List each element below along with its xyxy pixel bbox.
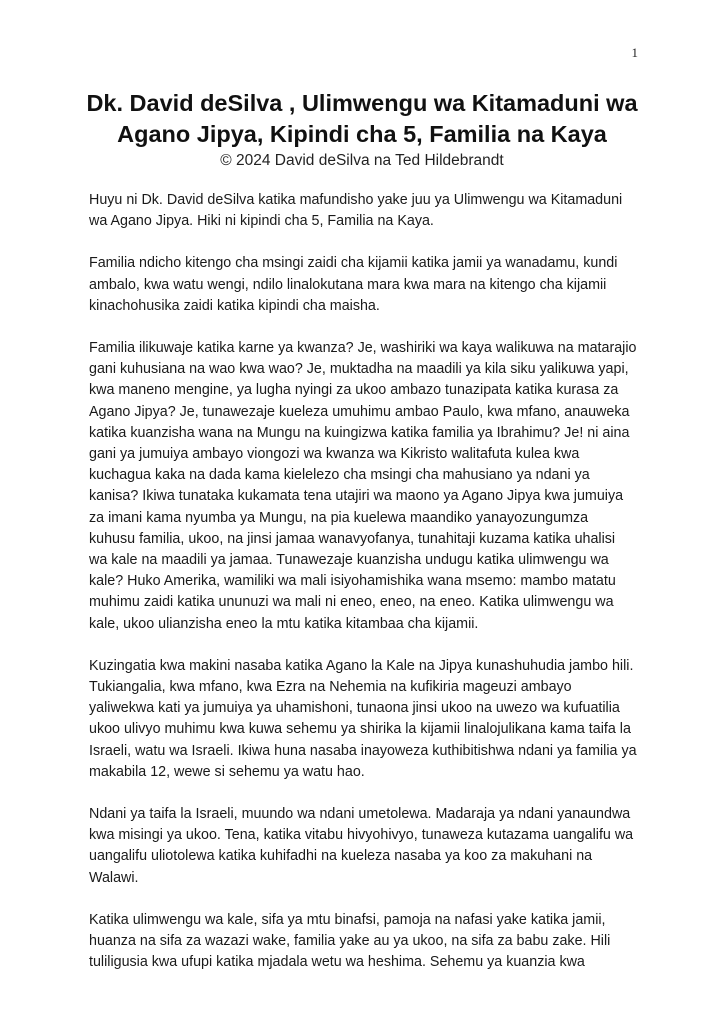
paragraph-3: Familia ilikuwaje katika karne ya kwanza? Je, washiriki wa kaya walikuwa na matarajio gani kuhusiana na wao kwa wao? Je, muktadha na maadili ya kila siku yalikuwa yapi, kwa maneno mengine, ya lugha nyingi za ukoo ambazo tunazipata katika kurasa za Agano Jipya? Je, tunawezaje kueleza umuhimu ambao Paulo, kwa mfano, anauweka katika kuanzisha wana na Mungu na kuingizwa katika familia ya Ibrahimu? Je! ni aina gani ya jumuiya ambayo viongozi wa kwanza wa Kikristo walitafuta kulea kwa kuchagua kaka na dada kama kielelezo cha msingi cha mahusiano ya ndani ya kanisa? Ikiwa tunataka kukamata tena utajiri wa maono ya Agano Jipya kwa jumuiya za imani kama nyumba ya Mungu, na pia kuelewa maandiko yanayozungumza kuhusu familia, ukoo, na jinsi jamaa wanavyofanya, tunahitaji kuzama katika uhalisi wa kale na maadili ya jamaa. Tunawezaje kuanzisha undugu katika ulimwengu wa kale? Huko Amerika, wamiliki wa mali isiyohamishika wana msemo: mambo matatu muhimu zaidi katika ununuzi wa mali ni eneo, eneo, na eneo. Katika ulimwengu wa kale, ukoo ulianzisha eneo la mtu katika kitambaa cha kijamii. xyxy=(89,340,637,632)
page-number: 1 xyxy=(631,45,638,60)
paragraph-1: Huyu ni Dk. David deSilva katika mafundisho yake juu ya Ulimwengu wa Kitamaduni wa Agano Jipya. Hiki ni kipindi cha 5, Familia na Kaya. xyxy=(89,192,623,230)
paragraph-6: Katika ulimwengu wa kale, sifa ya mtu binafsi, pamoja na nafasi yake katika jamii, huanza na sifa za wazazi wake, familia yake au ya ukoo, na sifa za babu zake. Hili tuliligusia kwa ufupi katika mjadala wetu wa heshima. Sehemu ya kuanzia kwa xyxy=(89,911,611,971)
paragraph-4: Kuzingatia kwa makini nasaba katika Agano la Kale na Jipya kunashuhudia jambo hili. Tukiangalia, kwa mfano, kwa Ezra na Nehemia na kufikiria mageuzi ambayo yaliwekwa kati ya jumuiya ya uhamishoni, tunaona jinsi ukoo na uwezo wa kufuatilia ukoo ulivyo muhimu kwa kuwa sehemu ya shirika la kijamii linalojulikana kama taifa la Israeli, watu wa Israeli. Ikiwa huna nasaba inayoweza kuthibitishwa ndani ya familia ya makabila 12, wewe si sehemu ya watu hao. xyxy=(89,657,637,780)
copyright-line: © 2024 David deSilva na Ted Hildebrandt xyxy=(220,152,504,169)
paragraph-5: Ndani ya taifa la Israeli, muundo wa ndani umetolewa. Madaraja ya ndani yanaundwa kwa misingi ya ukoo. Tena, katika vitabu hivyohivyo, tunaweza kutazama uangalifu wa uangalifu uliotolewa katika kuhifadhi na kueleza nasaba ya koo za makuhani na Walawi. xyxy=(89,806,634,886)
paragraph-2: Familia ndicho kitengo cha msingi zaidi cha kijamii katika jamii ya wanadamu, kundi ambalo, kwa watu wengi, ndilo linalokutana mara kwa mara na kitengo cha kijamii kinachohusika zaidi katika kipindi cha maisha. xyxy=(89,255,618,314)
document-title: Dk. David deSilva , Ulimwengu wa Kitamaduni wa Agano Jipya, Kipindi cha 5, Familia na Kaya xyxy=(86,90,638,147)
document-body xyxy=(89,190,637,995)
document-header xyxy=(60,88,664,171)
